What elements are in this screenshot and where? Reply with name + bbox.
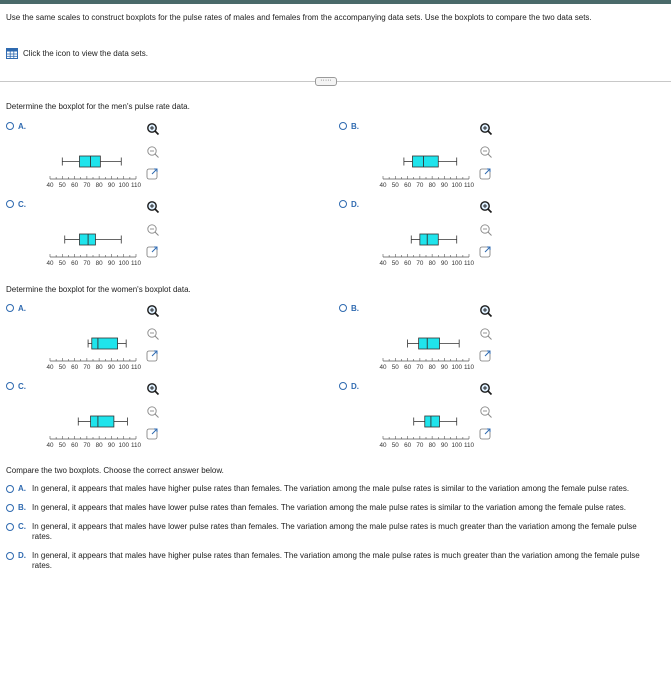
new-window-icon[interactable] [480, 169, 490, 179]
x-tick-label: 50 [391, 442, 399, 449]
boxplot-svg [42, 122, 172, 197]
x-tick-label: 90 [440, 442, 448, 449]
men-option-a[interactable] [6, 121, 26, 131]
option-letter: A. [18, 484, 26, 493]
x-tick-label: 60 [71, 182, 79, 189]
x-tick-label: 90 [440, 260, 448, 267]
x-tick-label: 110 [130, 364, 142, 371]
new-window-icon[interactable] [147, 429, 157, 439]
women-boxplot-c [42, 382, 172, 457]
boxplot-svg [375, 200, 505, 275]
option-letter: D. [18, 551, 26, 560]
women-option-c[interactable] [6, 381, 26, 391]
x-tick-label: 110 [463, 260, 475, 267]
magnifier-minus-icon[interactable] [481, 225, 492, 236]
boxplot-svg [42, 382, 172, 457]
men-option-c[interactable] [6, 199, 26, 209]
x-tick-label: 110 [130, 182, 142, 189]
x-tick-label: 100 [451, 260, 462, 267]
x-tick-label: 80 [428, 260, 436, 267]
table-icon[interactable] [6, 48, 18, 59]
x-tick-label: 100 [118, 364, 129, 371]
boxplot-svg [375, 122, 505, 197]
new-window-icon[interactable] [147, 169, 157, 179]
x-tick-label: 60 [71, 364, 79, 371]
women-boxplot-a [42, 304, 172, 379]
x-tick-label: 50 [58, 182, 66, 189]
x-tick-label: 110 [463, 182, 475, 189]
x-tick-label: 50 [58, 260, 66, 267]
option-letter: B. [18, 503, 26, 512]
radio-button[interactable] [339, 304, 347, 312]
x-tick-label: 100 [118, 260, 129, 267]
option-letter: B. [351, 121, 359, 131]
data-sets-link[interactable] [6, 47, 148, 59]
x-tick-label: 40 [379, 442, 387, 449]
option-letter: C. [18, 199, 26, 209]
option-letter: D. [351, 381, 359, 391]
x-tick-label: 60 [71, 442, 79, 449]
radio-button[interactable] [6, 485, 14, 493]
magnifier-minus-icon[interactable] [481, 147, 492, 158]
option-text[interactable]: In general, it appears that males have lower pulse rates than females. The variation among the male pulse rates is much greater than the variation among the female pulse rates. [32, 522, 637, 541]
men-option-b[interactable] [339, 121, 359, 131]
men-question-prompt: Determine the boxplot for the men's pulse rate data. [6, 102, 190, 111]
x-tick-label: 70 [83, 364, 91, 371]
x-tick-label: 70 [416, 260, 424, 267]
option-letter: D. [351, 199, 359, 209]
radio-button[interactable] [6, 382, 14, 390]
x-tick-label: 70 [416, 182, 424, 189]
x-tick-label: 80 [95, 364, 103, 371]
x-tick-label: 100 [451, 182, 462, 189]
x-tick-label: 50 [58, 442, 66, 449]
x-tick-label: 90 [440, 364, 448, 371]
x-tick-label: 80 [95, 442, 103, 449]
magnifier-minus-icon[interactable] [148, 225, 159, 236]
compare-option-c[interactable] [6, 522, 661, 542]
x-tick-label: 40 [379, 260, 387, 267]
magnifier-plus-icon[interactable] [148, 384, 159, 395]
magnifier-plus-icon[interactable] [481, 124, 492, 135]
x-tick-label: 80 [428, 364, 436, 371]
men-boxplot-c [42, 200, 172, 275]
x-tick-label: 50 [391, 260, 399, 267]
x-tick-label: 40 [46, 182, 54, 189]
iqr-box [419, 338, 440, 349]
women-boxplot-b [375, 304, 505, 379]
option-letter: A. [18, 121, 26, 131]
x-tick-label: 50 [391, 364, 399, 371]
magnifier-plus-icon[interactable] [481, 384, 492, 395]
radio-button[interactable] [6, 122, 14, 130]
compare-question-prompt: Compare the two boxplots. Choose the correct answer below. [6, 466, 224, 475]
option-letter: C. [18, 522, 26, 531]
x-tick-label: 100 [118, 182, 129, 189]
x-tick-label: 80 [428, 442, 436, 449]
x-tick-label: 60 [404, 364, 412, 371]
boxplot-svg [375, 304, 505, 379]
more-button[interactable]: ····· [315, 77, 337, 86]
option-text[interactable]: In general, it appears that males have higher pulse rates than females. The variation among the male pulse rates is much greater than the variation among the female pulse rates. [32, 551, 640, 570]
x-tick-label: 110 [130, 260, 142, 267]
radio-button[interactable] [6, 504, 14, 512]
x-tick-label: 90 [107, 182, 115, 189]
x-tick-label: 70 [416, 364, 424, 371]
compare-option-b[interactable] [6, 503, 661, 513]
data-sets-label[interactable]: Click the icon to view the data sets. [23, 48, 148, 58]
radio-button[interactable] [339, 382, 347, 390]
radio-button[interactable] [6, 552, 14, 560]
x-tick-label: 70 [83, 260, 91, 267]
magnifier-minus-icon[interactable] [481, 329, 492, 340]
women-option-b[interactable] [339, 303, 359, 313]
x-tick-label: 80 [95, 182, 103, 189]
x-tick-label: 100 [451, 442, 462, 449]
x-tick-label: 70 [416, 442, 424, 449]
magnifier-minus-icon[interactable] [148, 329, 159, 340]
option-text[interactable]: In general, it appears that males have lower pulse rates than females. The variation among the male pulse rates is similar to the variation among the female pulse rates. [32, 503, 626, 512]
radio-button[interactable] [6, 304, 14, 312]
iqr-box [425, 416, 440, 427]
new-window-icon[interactable] [147, 247, 157, 257]
women-option-d[interactable] [339, 381, 359, 391]
radio-button[interactable] [339, 200, 347, 208]
x-tick-label: 100 [118, 442, 129, 449]
radio-button[interactable] [6, 523, 14, 531]
instructions-text: Use the same scales to construct boxplots for the pulse rates of males and females from the accompanying data sets. Use the boxplots to compare the two data sets. [6, 13, 592, 22]
x-tick-label: 70 [83, 442, 91, 449]
x-tick-label: 40 [46, 260, 54, 267]
option-letter: A. [18, 303, 26, 313]
magnifier-minus-icon[interactable] [148, 407, 159, 418]
x-tick-label: 90 [107, 260, 115, 267]
iqr-box [92, 338, 118, 349]
women-option-a[interactable] [6, 303, 26, 313]
new-window-icon[interactable] [480, 351, 490, 361]
x-tick-label: 50 [391, 182, 399, 189]
magnifier-minus-icon[interactable] [148, 147, 159, 158]
option-text[interactable]: In general, it appears that males have higher pulse rates than females. The variation among the male pulse rates is similar to the variation among the female pulse rates. [32, 484, 630, 493]
x-tick-label: 60 [404, 442, 412, 449]
top-bar [0, 0, 671, 4]
iqr-box [91, 416, 114, 427]
x-tick-label: 50 [58, 364, 66, 371]
option-letter: C. [18, 381, 26, 391]
iqr-box [420, 234, 438, 245]
magnifier-plus-icon[interactable] [148, 306, 159, 317]
compare-question [6, 466, 661, 580]
boxplot-svg [42, 200, 172, 275]
option-letter: B. [351, 303, 359, 313]
men-boxplot-b [375, 122, 505, 197]
men-boxplot-a [42, 122, 172, 197]
magnifier-plus-icon[interactable] [481, 306, 492, 317]
men-boxplot-d [375, 200, 505, 275]
x-tick-label: 80 [428, 182, 436, 189]
x-tick-label: 40 [46, 442, 54, 449]
iqr-box [79, 156, 100, 167]
magnifier-plus-icon[interactable] [148, 124, 159, 135]
men-option-d[interactable] [339, 199, 359, 209]
boxplot-svg [375, 382, 505, 457]
radio-button[interactable] [339, 122, 347, 130]
magnifier-minus-icon[interactable] [481, 407, 492, 418]
x-tick-label: 40 [379, 182, 387, 189]
new-window-icon[interactable] [147, 351, 157, 361]
iqr-box [412, 156, 438, 167]
women-boxplot-d [375, 382, 505, 457]
x-tick-label: 110 [130, 442, 142, 449]
x-tick-label: 80 [95, 260, 103, 267]
new-window-icon[interactable] [480, 429, 490, 439]
x-tick-label: 90 [107, 442, 115, 449]
x-tick-label: 60 [404, 182, 412, 189]
x-tick-label: 40 [379, 364, 387, 371]
x-tick-label: 110 [463, 364, 475, 371]
x-tick-label: 90 [107, 364, 115, 371]
x-tick-label: 90 [440, 182, 448, 189]
iqr-box [79, 234, 95, 245]
x-tick-label: 70 [83, 182, 91, 189]
radio-button[interactable] [6, 200, 14, 208]
new-window-icon[interactable] [480, 247, 490, 257]
compare-option-a[interactable] [6, 484, 661, 494]
magnifier-plus-icon[interactable] [481, 202, 492, 213]
women-question-prompt: Determine the boxplot for the women's boxplot data. [6, 285, 191, 294]
x-tick-label: 110 [463, 442, 475, 449]
magnifier-plus-icon[interactable] [148, 202, 159, 213]
x-tick-label: 100 [451, 364, 462, 371]
compare-option-d[interactable] [6, 551, 661, 571]
boxplot-svg [42, 304, 172, 379]
x-tick-label: 60 [71, 260, 79, 267]
x-tick-label: 40 [46, 364, 54, 371]
x-tick-label: 60 [404, 260, 412, 267]
